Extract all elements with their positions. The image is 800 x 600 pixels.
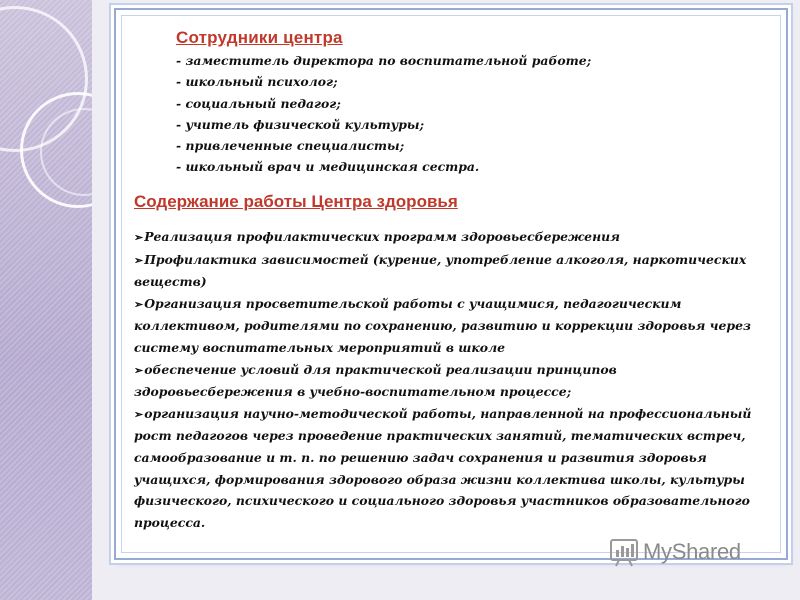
work-content-section [134,192,774,533]
staff-section [176,28,606,178]
staff-item: - социальный педагог; [176,95,341,111]
arrow-bullet-icon: ➢ [134,231,144,244]
staff-list [176,50,606,178]
staff-title: Сотрудники центра [176,28,343,47]
myshared-logo-icon [609,537,639,567]
content-item-text: Реализация профилактических программ здоровьесбережения [144,229,620,244]
arrow-bullet-icon: ➢ [134,407,144,421]
arrow-bullet-icon: ➢ [134,363,144,377]
content-item-text: Профилактика зависимостей (курение, употребление алкоголя, наркотических веществ) [134,251,747,290]
content-item-text: обеспечение условий для практической реализации принципов здоровьесбережения в учебно-воспитательном процессе; [134,361,617,400]
staff-item: - школьный врач и медицинская сестра. [176,159,480,175]
content-item [134,403,774,534]
content-item [134,249,774,293]
staff-item: - заместитель директора по воспитательной работе; [176,53,592,68]
content-title: Содержание работы Центра здоровья [134,192,458,211]
staff-item: - учитель физической культуры; [176,116,425,132]
content-item [134,359,774,403]
content-item [134,293,774,359]
decorative-left-band [0,0,92,600]
content-item [134,226,774,249]
content-item-text: Организация просветительской работы с учащимися, педагогическим коллективом, родителями по сохранению, развитию и коррекции здоровья через систему воспитательных мероприятий в школе [134,295,751,355]
content-list [134,226,774,533]
myshared-watermark [609,537,741,567]
arrow-bullet-icon: ➢ [134,253,144,267]
watermark-text: MyShared [643,539,741,564]
arrow-bullet-icon: ➢ [134,297,144,311]
staff-item: - привлеченные специалисты; [176,138,405,154]
content-item-text: организация научно-методической работы, направленной на профессиональный рост педагогов через проведение практических занятий, тематических встреч, самообразование и т. п. по решению задач сохранения и развития здоровья учащихся, формирования здорового образа жизни коллектива школы, культуры физического, психического и социального здоровья участников образовательного процесса. [134,405,752,530]
staff-item: - школьный психолог; [176,74,338,90]
